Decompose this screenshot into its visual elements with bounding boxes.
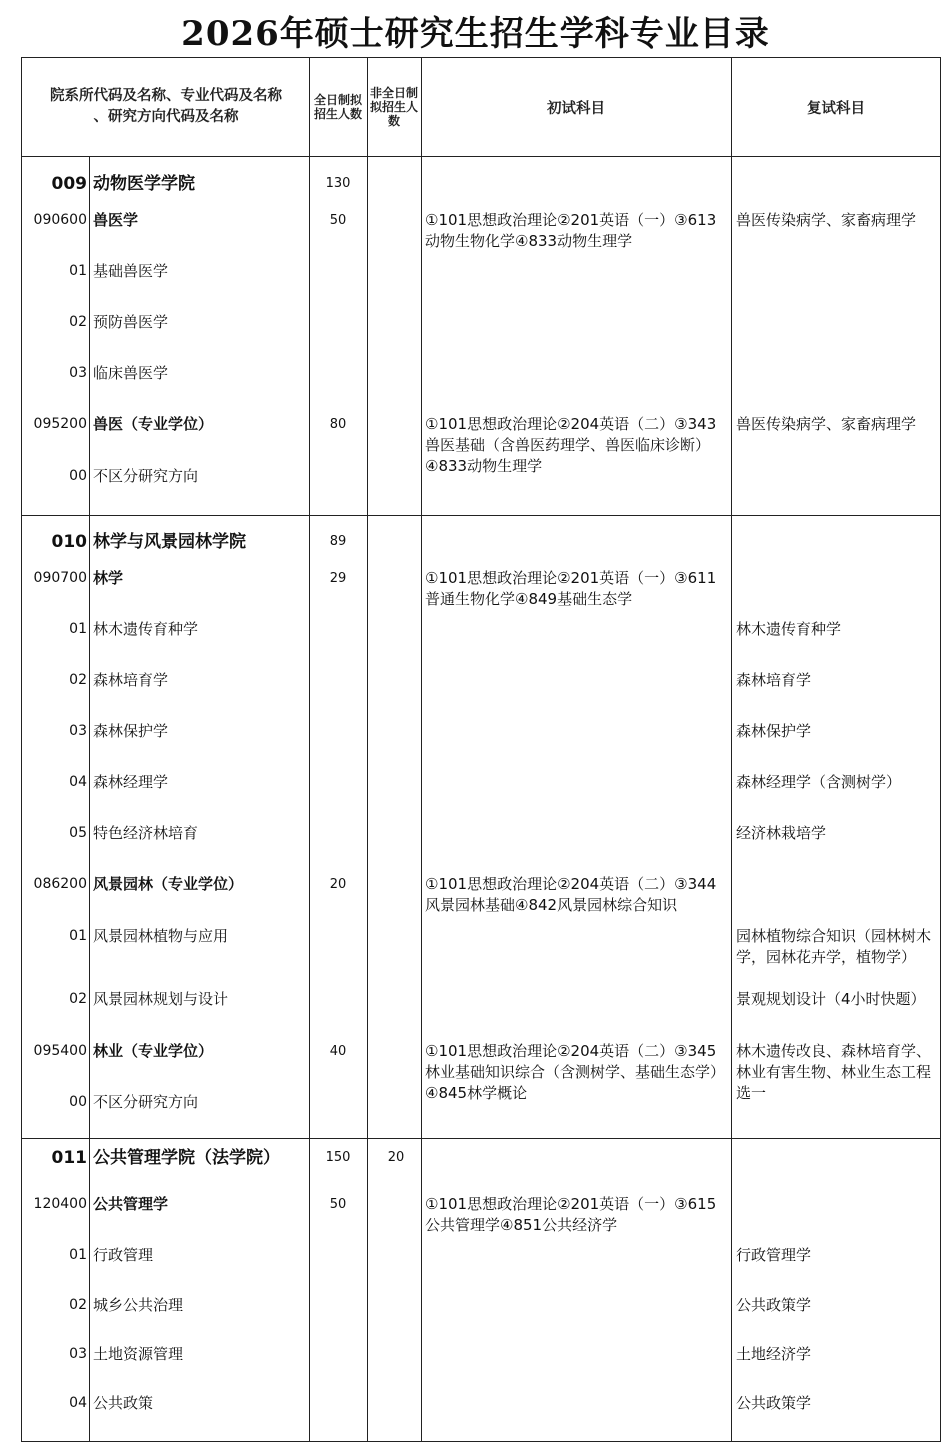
fulltime-count: 130 — [325, 176, 351, 191]
column-divider — [367, 57, 368, 1442]
fulltime-count: 20 — [329, 877, 347, 892]
dir-code: 00 — [69, 468, 87, 484]
major-code: 086200 — [33, 876, 87, 892]
parttime-count: 20 — [387, 1150, 405, 1165]
college-code: 009 — [51, 174, 87, 194]
exam-subjects: ①101思想政治理论②204英语（二）③344风景园林基础④842风景园林综合知识 — [425, 875, 717, 914]
college-code: 010 — [51, 532, 87, 552]
major-code: 120400 — [33, 1196, 87, 1212]
dir-code: 03 — [69, 365, 87, 381]
major-code: 090600 — [33, 212, 87, 228]
exam-subjects: ①101思想政治理论②201英语（一）③611普通生物化学④849基础生态学 — [425, 569, 717, 608]
college-name: 动物医学学院 — [93, 174, 195, 194]
dir-code: 02 — [69, 991, 87, 1007]
retest-subjects: 林木遗传改良、森林培育学、林业有害生物、林业生态工程选一 — [736, 1042, 932, 1102]
retest-subjects: 行政管理学 — [736, 1246, 812, 1264]
retest-subjects: 森林保护学 — [736, 722, 812, 740]
dir-code: 02 — [69, 1297, 87, 1313]
dir-code: 04 — [69, 774, 87, 790]
header-fulltime: 全日制拟招生人数 — [313, 93, 362, 121]
major-name: 风景园林（专业学位） — [93, 875, 244, 893]
dir-name: 行政管理 — [93, 1246, 154, 1264]
exam-subjects: ①101思想政治理论②201英语（一）③613动物生物化学④833动物生理学 — [425, 211, 717, 250]
retest-subjects: 土地经济学 — [736, 1345, 812, 1363]
major-code: 095200 — [33, 416, 87, 432]
exam-subjects: ①101思想政治理论②204英语（二）③343兽医基础（含兽医药理学、兽医临床诊断）④833动物生理学 — [425, 415, 717, 475]
dir-code: 00 — [69, 1094, 87, 1110]
fulltime-count: 40 — [329, 1044, 347, 1059]
major-code: 090700 — [33, 570, 87, 586]
column-divider — [421, 57, 422, 1442]
fulltime-count: 80 — [329, 417, 347, 432]
header-retest: 复试科目 — [807, 100, 865, 117]
retest-subjects: 林木遗传育种学 — [736, 620, 842, 638]
retest-subjects: 公共政策学 — [736, 1394, 812, 1412]
college-name: 公共管理学院（法学院） — [93, 1148, 280, 1168]
header-divider — [21, 156, 941, 157]
dir-name: 林木遗传育种学 — [93, 620, 199, 638]
dir-name: 森林经理学 — [93, 773, 169, 791]
fulltime-count: 50 — [329, 1197, 347, 1212]
dir-name: 城乡公共治理 — [93, 1296, 184, 1314]
section-divider — [21, 1138, 941, 1139]
header-main-line2: 、研究方向代码及名称 — [93, 109, 239, 125]
dir-code: 02 — [69, 314, 87, 330]
major-name: 林学 — [93, 569, 124, 587]
dir-name: 特色经济林培育 — [93, 824, 199, 842]
retest-subjects: 公共政策学 — [736, 1296, 812, 1314]
column-divider — [89, 157, 90, 1442]
dir-code: 01 — [69, 621, 87, 637]
major-name: 公共管理学 — [93, 1195, 169, 1213]
page-title: 2026年硕士研究生招生学科专业目录 — [181, 14, 770, 54]
fulltime-count: 50 — [329, 213, 347, 228]
dir-code: 04 — [69, 1395, 87, 1411]
fulltime-count: 150 — [325, 1150, 351, 1165]
major-name: 兽医（专业学位） — [93, 415, 214, 433]
retest-subjects: 森林经理学（含测树学） — [736, 773, 902, 791]
dir-name: 森林保护学 — [93, 722, 169, 740]
header-parttime: 非全日制拟招生人数 — [370, 86, 419, 128]
dir-name: 森林培育学 — [93, 671, 169, 689]
major-name: 兽医学 — [93, 211, 139, 229]
retest-subjects: 兽医传染病学、家畜病理学 — [736, 415, 917, 433]
retest-subjects: 兽医传染病学、家畜病理学 — [736, 211, 917, 229]
header-main-line1: 院系所代码及名称、专业代码及名称 — [50, 88, 282, 104]
fulltime-count: 29 — [329, 571, 347, 586]
exam-subjects: ①101思想政治理论②204英语（二）③345林业基础知识综合（含测树学、基础生态学）④845林学概论 — [425, 1042, 726, 1102]
dir-name: 风景园林规划与设计 — [93, 990, 229, 1008]
retest-subjects: 景观规划设计（4小时快题） — [736, 990, 926, 1008]
dir-code: 03 — [69, 1346, 87, 1362]
exam-subjects: ①101思想政治理论②201英语（一）③615公共管理学④851公共经济学 — [425, 1195, 717, 1234]
column-divider — [309, 57, 310, 1442]
retest-subjects: 森林培育学 — [736, 671, 812, 689]
header-exam: 初试科目 — [547, 100, 605, 117]
dir-name: 土地资源管理 — [93, 1345, 184, 1363]
dir-code: 01 — [69, 263, 87, 279]
college-name: 林学与风景园林学院 — [93, 532, 246, 552]
fulltime-count: 89 — [329, 534, 347, 549]
column-divider — [731, 57, 732, 1442]
dir-name: 风景园林植物与应用 — [93, 927, 229, 945]
retest-subjects: 经济林栽培学 — [736, 824, 827, 842]
section-divider — [21, 515, 941, 516]
dir-name: 不区分研究方向 — [93, 1093, 199, 1111]
retest-subjects: 园林植物综合知识（园林树木学，园林花卉学，植物学） — [736, 927, 932, 966]
dir-name: 临床兽医学 — [93, 364, 169, 382]
dir-code: 01 — [69, 1247, 87, 1263]
dir-code: 03 — [69, 723, 87, 739]
dir-code: 01 — [69, 928, 87, 944]
dir-name: 基础兽医学 — [93, 262, 169, 280]
dir-name: 公共政策 — [93, 1394, 154, 1412]
college-code: 011 — [51, 1148, 87, 1168]
dir-name: 不区分研究方向 — [93, 467, 199, 485]
major-code: 095400 — [33, 1043, 87, 1059]
major-name: 林业（专业学位） — [93, 1042, 214, 1060]
dir-code: 02 — [69, 672, 87, 688]
dir-name: 预防兽医学 — [93, 313, 169, 331]
dir-code: 05 — [69, 825, 87, 841]
header-main — [25, 58, 307, 156]
